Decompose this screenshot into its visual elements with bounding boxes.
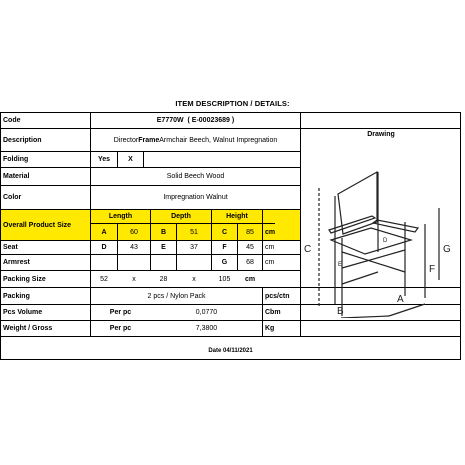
drawing-title: Drawing [367, 131, 395, 138]
per-pc-label: Per pc [109, 309, 132, 316]
dim-value: 45 [246, 244, 254, 251]
code-label: Code [3, 117, 21, 124]
drawing-header-divider [300, 128, 461, 129]
dim-line-a [389, 304, 425, 316]
table-border [460, 112, 461, 360]
pack-dim: 28 [159, 275, 168, 283]
description-label: Description [3, 136, 42, 144]
seat-label: Seat [3, 244, 18, 251]
dim-key: A [101, 228, 107, 236]
volume-value: 0,0770 [195, 309, 218, 316]
description-text: Armchair Beech, Walnut Impregnation [159, 136, 278, 144]
packing-label: Packing [3, 292, 30, 300]
dim-label-e: E [338, 262, 343, 268]
code-value-b: ( E-00023689 ) [187, 117, 235, 124]
dim-value: 85 [246, 228, 254, 236]
dim-key: B [160, 228, 167, 236]
page-title: ITEM DESCRIPTION / DETAILS: [175, 99, 290, 108]
chair-brace [342, 250, 405, 284]
dim-value: 37 [190, 244, 198, 251]
armrest-label: Armrest [3, 259, 30, 266]
folding-x: X [128, 156, 133, 163]
dim-key: C [221, 228, 228, 236]
color-value: Impregnation Walnut [163, 194, 228, 201]
packing-value: 2 pcs / Nylon Pack [147, 292, 206, 300]
folding-yes: Yes [97, 156, 111, 163]
row-divider [0, 336, 461, 337]
folding-label: Folding [3, 156, 29, 163]
code-value [91, 113, 300, 128]
weight-label: Weight / Gross [3, 325, 53, 332]
pack-x: x [132, 275, 136, 283]
material-label: Material [3, 173, 30, 180]
dim-label-a: A [397, 294, 404, 305]
length-header: Length [108, 213, 133, 220]
col-divider [143, 151, 144, 167]
pack-x: x [192, 275, 196, 283]
description-text: Director [113, 136, 139, 144]
volume-label: Pcs Volume [3, 309, 43, 316]
dim-label-b: B [337, 306, 344, 317]
depth-header: Depth [171, 213, 191, 220]
dim-key: D [101, 244, 107, 251]
pack-dim: 105 [218, 275, 231, 283]
dim-label-g: G [443, 244, 451, 255]
unit-label: pcs/ctn [265, 292, 290, 300]
unit-label: Kg [265, 325, 275, 332]
dim-key: E [161, 244, 166, 251]
dim-label-f: F [429, 264, 436, 275]
date-label: Date 04/11/2021 [208, 348, 253, 354]
dim-label-c: C [304, 244, 312, 255]
chair-drawing [301, 168, 460, 318]
unit-label: cm [244, 275, 256, 283]
dim-key: G [221, 259, 228, 266]
dim-value: 43 [130, 244, 138, 251]
overall-size-label: Overall Product Size [3, 221, 72, 229]
description-bold-text: Frame [138, 136, 160, 144]
code-value-a: E7770W [156, 117, 184, 124]
dim-value: 51 [190, 228, 198, 236]
table-border [0, 359, 461, 360]
material-value: Solid Beech Wood [166, 173, 225, 180]
dim-key: F [222, 244, 227, 251]
spec-sheet [0, 112, 461, 360]
dim-line-b [341, 316, 389, 318]
unit-label: Cbm [265, 309, 281, 316]
weight-value: 7,3800 [195, 325, 218, 332]
dim-value: 60 [130, 228, 138, 236]
unit-label: cm [265, 259, 275, 266]
height-header: Height [226, 213, 248, 220]
per-pc-label: Per pc [109, 325, 132, 332]
dim-label-d: D [383, 238, 388, 244]
dim-value: 68 [246, 259, 254, 266]
color-label: Color [3, 194, 22, 201]
pack-dim: 52 [100, 275, 108, 283]
unit-label: cm [265, 228, 276, 236]
packing-size-label: Packing Size [3, 275, 46, 283]
description-value [91, 129, 300, 151]
unit-label: cm [265, 244, 275, 251]
